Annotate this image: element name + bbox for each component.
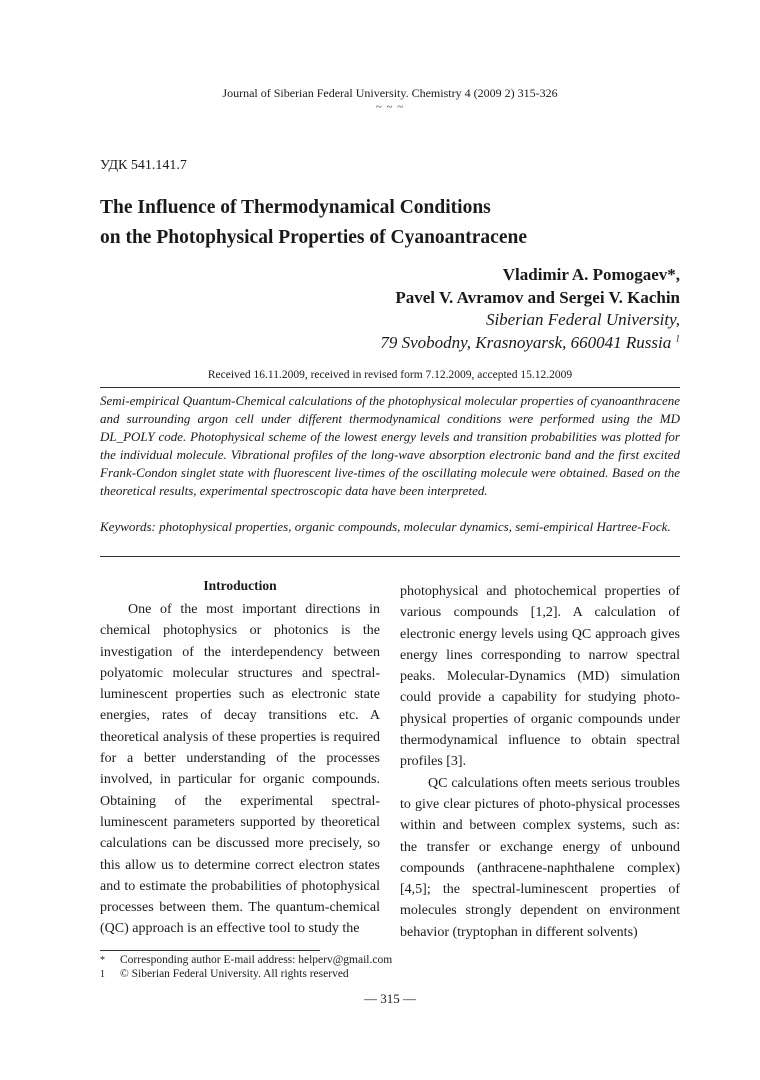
page-number: — 315 — [364, 991, 416, 1006]
header-ornament: ~ ~ ~ [375, 101, 405, 113]
abstract-bottom-rule [100, 556, 680, 557]
keywords: Keywords: photophysical properties, organic compounds, molecular dynamics, semi-empirical Hartree-Fock. [100, 519, 671, 534]
abstract: Semi-empirical Quantum-Chemical calculations of the photophysical molecular properties of cyanoanthracene and surrounding argon cell under different thermodynamical conditions were performed using the MD DL_POLY code. Photophysical scheme of the lowest energy levels and transition probabilities was plotted for the individual molecule. Vibrational profiles of the long-wave absorption electronic band and the first excited Frank-Condon singlet state with fluorescent live-times of the oscillating molecule were obtained. Based on the theoretical results, experimental spectroscopic data have been interpreted. [100, 393, 680, 498]
title-line-1: The Influence of Thermodynamical Conditions [100, 197, 491, 218]
author-line-1: Vladimir A. Pomogaev*, [502, 265, 680, 284]
affiliation-address: 79 Svobodny, Krasnoyarsk, 660041 Russia [380, 332, 672, 352]
abstract-top-rule [100, 387, 680, 388]
section-heading-introduction: Introduction [203, 578, 277, 593]
intro-paragraph-2: QC calculations often meets serious troubles to give clear pictures of photo-physical processes within and between complex systems, such as: the transfer or exchange energy of unbound compounds (anthracene-naphthalene complex) [4,5]; the spectral-luminescent properties of molecules strongly dependent on environment behavior (tryptophan in different solvents) [400, 775, 680, 940]
received-dates: Received 16.11.2009, received in revised form 7.12.2009, accepted 15.12.2009 [207, 369, 573, 381]
footnote-rule [100, 950, 320, 951]
footnote-text: © Siberian Federal University. All rights reserved [120, 968, 349, 980]
journal-header: Journal of Siberian Federal University. Chemistry 4 (2009 2) 315-326 [222, 86, 558, 100]
footnote-mark: * [100, 955, 105, 966]
paper-title [100, 193, 700, 253]
author-block [380, 264, 680, 354]
footnote-corresponding [100, 953, 392, 968]
udk-code: УДК 541.141.7 [100, 158, 187, 173]
intro-paragraph-1-continued: photophysical and photochemical properties of various compounds [1,2]. A calculation of electronic energy levels using QC approach gives energy lines corresponding to narrow spectral peaks. Molecular-Dynamics (MD) simulation could provide a capability for studying photo-physical properties of organic compounds under thermodynamical influence to obtain spectral profiles [3]. [400, 584, 680, 770]
title-line-2: on the Photophysical Properties of Cyanoantracene [100, 227, 527, 248]
footnote-mark: 1 [100, 969, 105, 980]
affiliation-line-2 [380, 332, 680, 355]
affiliation-mark: 1 [675, 332, 680, 343]
column-right [400, 581, 680, 943]
affiliation-line-1: Siberian Federal University, [485, 310, 680, 329]
footnote-copyright [100, 967, 349, 982]
author-line-2: Pavel V. Avramov and Sergei V. Kachin [395, 287, 680, 307]
footnote-text: Corresponding author E-mail address: helperv@gmail.com [120, 954, 393, 966]
intro-paragraph-1: One of the most important directions in chemical photophysics or photonics is the investigation of the interdependency between polyatomic molecular structures and spectral-luminescent properties such as electronic state energies, rates of decay transitions etc. A theoretical analysis of these properties is required for a better understanding of the processes involved, in particular for organic compounds. Obtaining of the experimental spectral-luminescent parameters supported by theoretical calculations can be discussed more precisely, so this allow us to determine correct electron states and to estimate the probabilities of photophysical processes between them. The quantum-chemical (QC) approach is an effective tool to study the [100, 602, 380, 937]
column-left [100, 599, 380, 940]
